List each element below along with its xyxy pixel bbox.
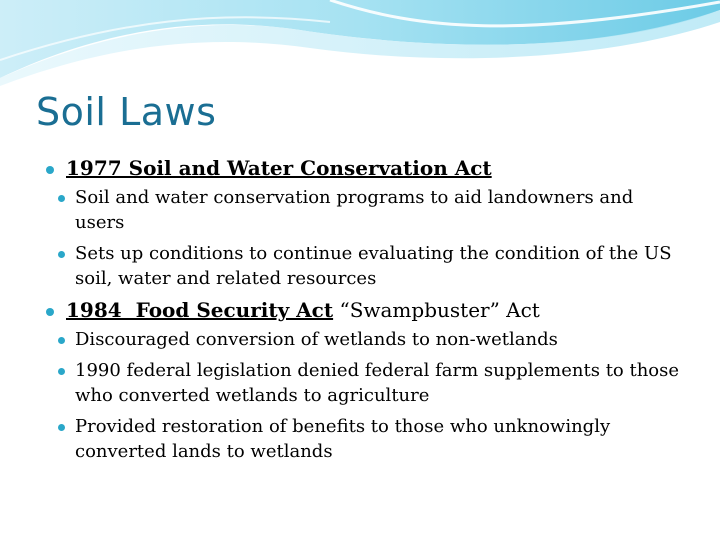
bullet-icon — [58, 368, 65, 375]
list-item-text: Discouraged conversion of wetlands to non-wetlands — [75, 329, 558, 350]
section-heading: 1984 Food Security Act — [66, 298, 334, 322]
section-1977-list — [58, 185, 686, 291]
list-item-text: 1990 federal legislation denied federal farm supplements to those who converted wetlands to agriculture — [75, 360, 680, 406]
list-item — [58, 358, 686, 408]
section-suffix: “Swampbuster” Act — [333, 298, 540, 322]
bullet-icon — [58, 424, 65, 431]
header-wave-decoration — [0, 0, 720, 90]
section-1984-list — [58, 327, 686, 464]
section-heading: 1977 Soil and Water Conservation Act — [66, 156, 492, 180]
bullet-icon — [58, 195, 65, 202]
list-item — [58, 241, 686, 291]
list-item — [58, 327, 686, 352]
slide-content — [46, 155, 686, 470]
list-item-text: Sets up conditions to continue evaluating the condition of the US soil, water and related resources — [75, 243, 672, 289]
list-item — [58, 414, 686, 464]
list-item-text: Soil and water conservation programs to aid landowners and users — [75, 187, 634, 233]
section-1984 — [46, 297, 686, 323]
bullet-icon — [58, 337, 65, 344]
bullet-icon — [58, 251, 65, 258]
list-item — [58, 185, 686, 235]
bullet-icon — [46, 308, 54, 316]
list-item-text: Provided restoration of benefits to those who unknowingly converted lands to wetlands — [75, 416, 611, 462]
section-1977 — [46, 155, 686, 181]
bullet-icon — [46, 166, 54, 174]
slide-title: Soil Laws — [36, 90, 217, 134]
